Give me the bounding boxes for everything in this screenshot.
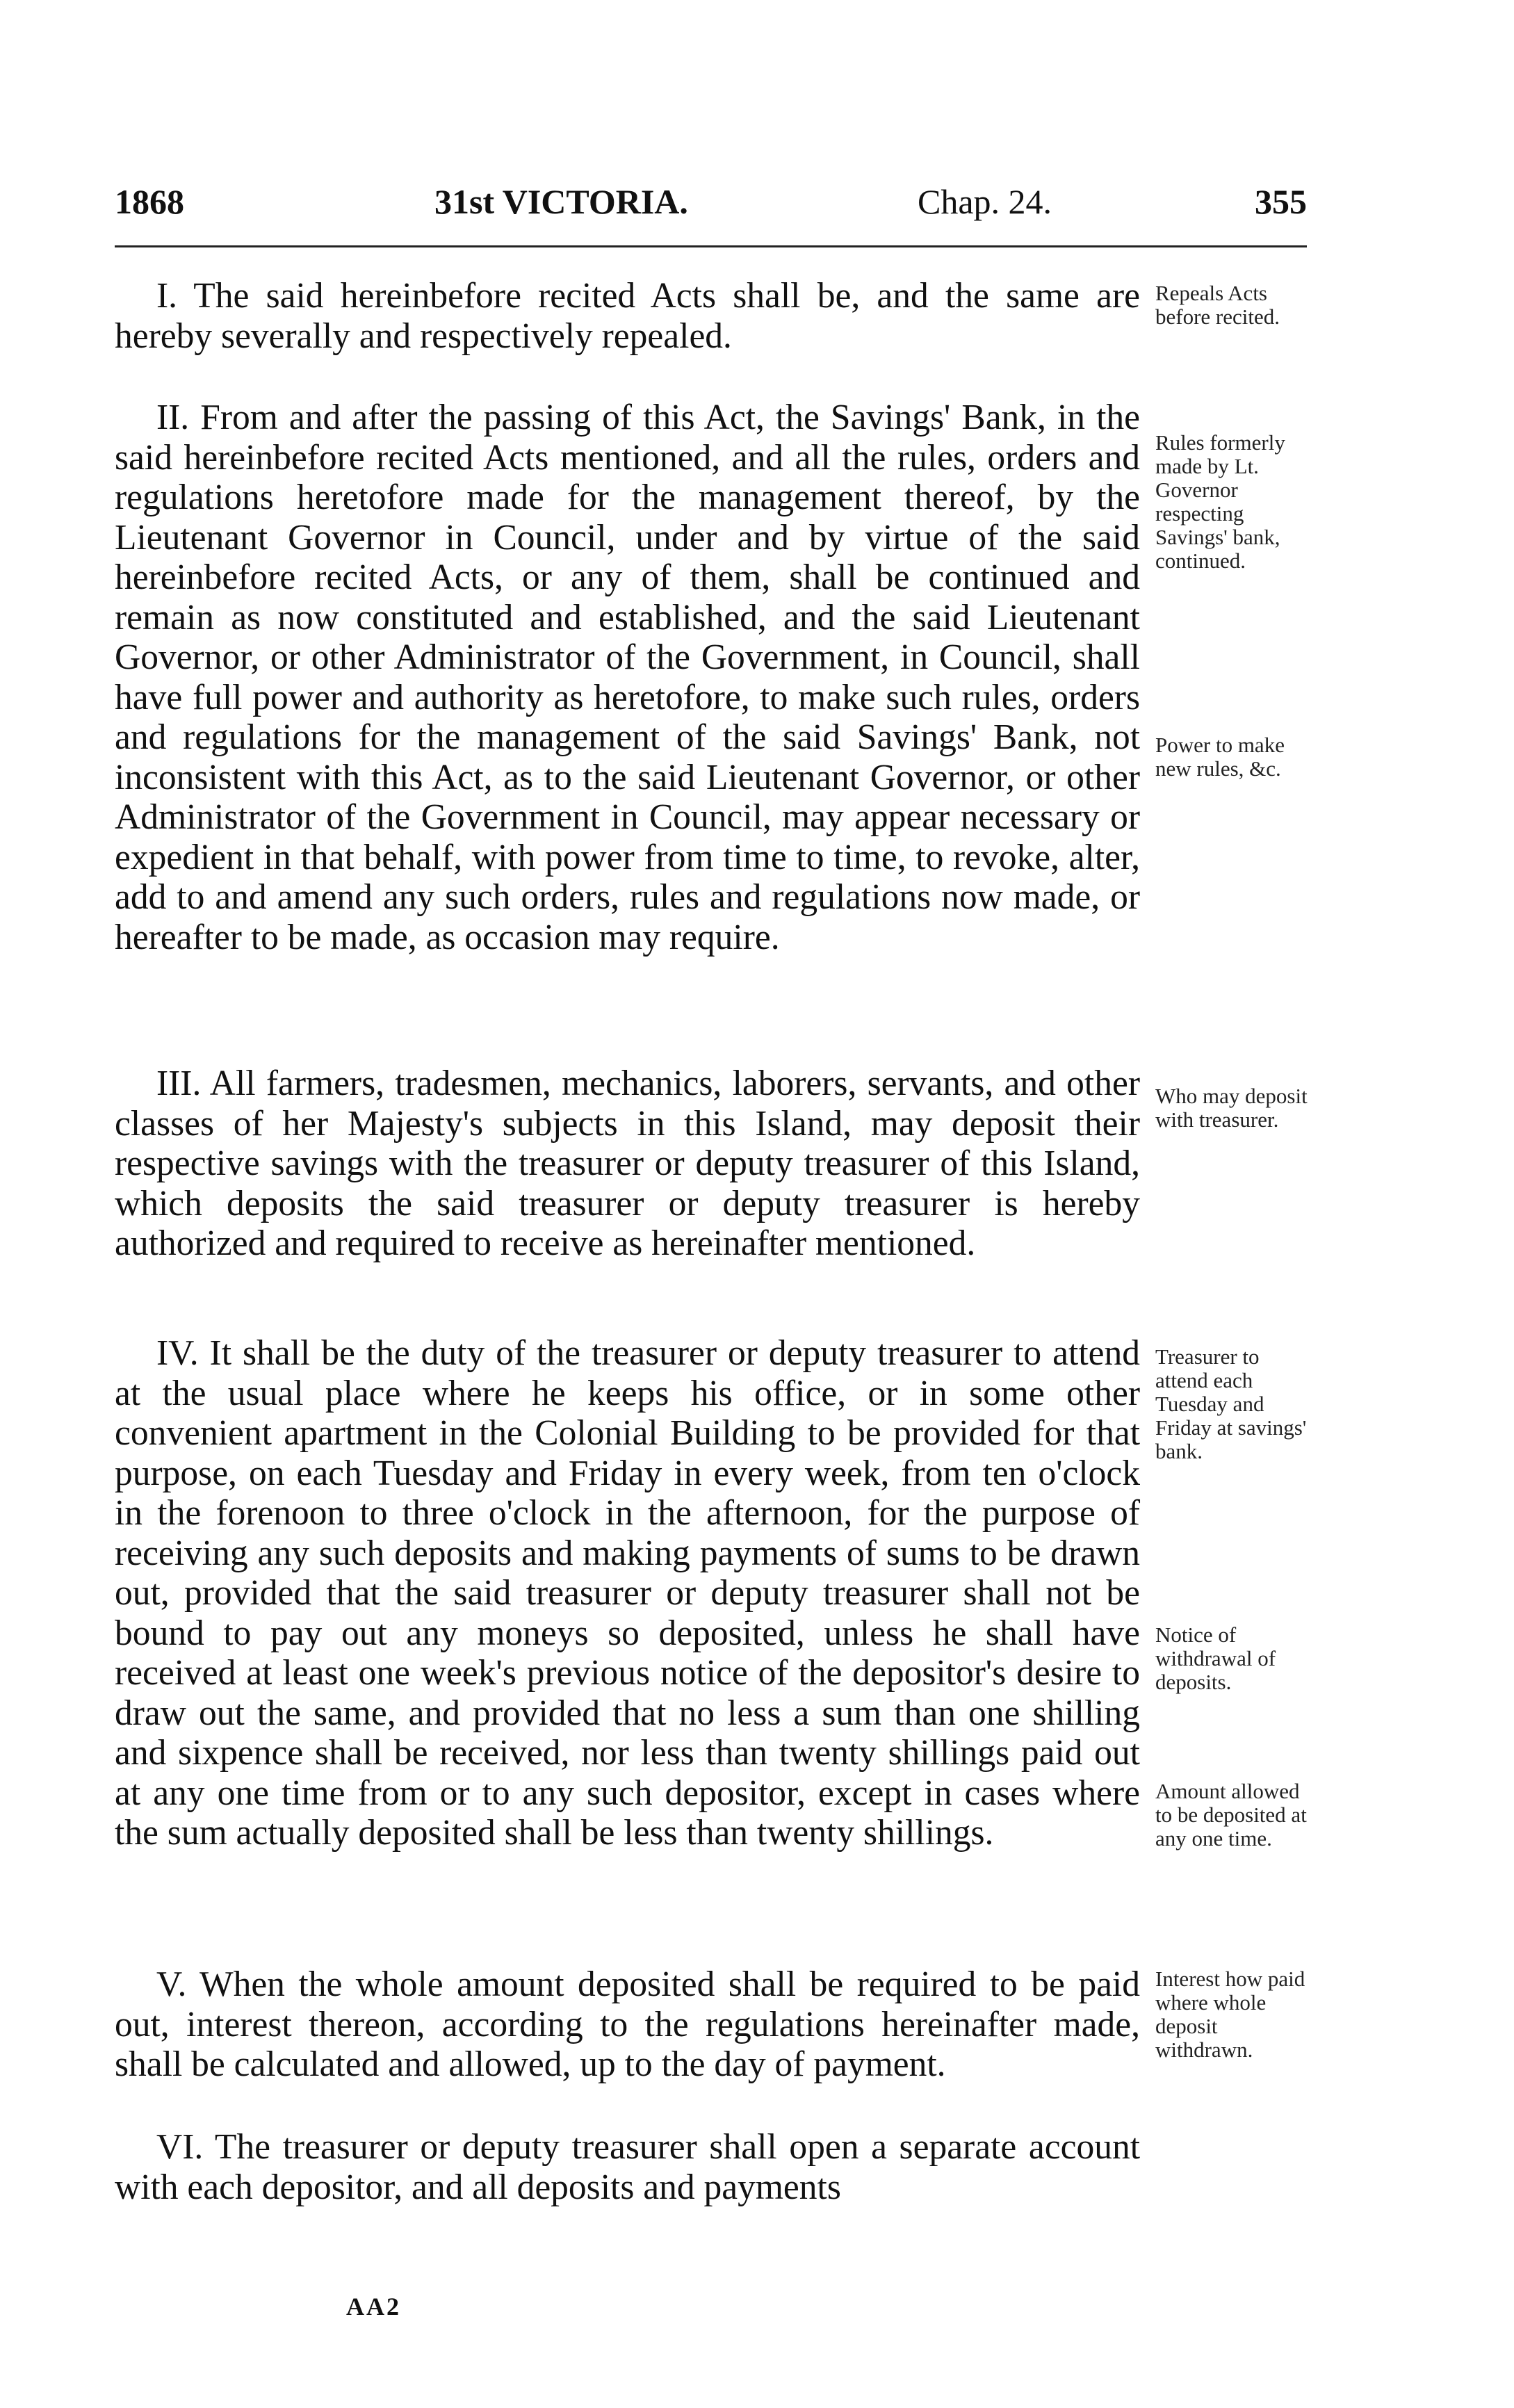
- section-text: II. From and after the passing of this Act, the Savings' Bank, in the said hereinbefore recited Acts mentioned, and all the rules, orders and regulations heretofore made for the management thereof, by the Lieutenant Governor in Council, under and by virtue of the said hereinbefore recited Acts, or any of them, shall be continued and remain as now constituted and established, and the said Lieutenant Governor, or other Administrator of the Government, in Council, shall have full power and authority as heretofore, to make such rules, orders and regulations for the management of the said Savings' Bank, not inconsistent with this Act, as to the said Lieutenant Governor, or other Administrator of the Government in Council, may appear necessary or expedient in that behalf, with power from time to time, to revoke, alter, add to and amend any such orders, rules and regulations now made, or hereafter to be made, as occasion may require.: [115, 398, 1140, 957]
- section-text: I. The said hereinbefore recited Acts shall be, and the same are hereby severally and respectively repealed.: [115, 276, 1140, 356]
- margin-note: Power to make new rules, &c.: [1155, 733, 1285, 781]
- margin-note: Who may deposit with treasurer.: [1155, 1084, 1308, 1132]
- page-header: [115, 174, 1307, 229]
- margin-note: Rules formerly made by Lt. Governor respecting Savings' bank, continued.: [1155, 430, 1285, 573]
- header-chapter: Chap. 24.: [918, 182, 1052, 221]
- section-4: [115, 1333, 1140, 1853]
- header-year: 1868: [115, 182, 184, 221]
- section-6: [115, 2127, 1140, 2207]
- section-text: VI. The treasurer or deputy treasurer shall open a separate account with each depositor, and all deposits and payments: [115, 2127, 1140, 2207]
- section-text: IV. It shall be the duty of the treasurer or deputy treasurer to attend at the usual place where he keeps his office, or in some other convenient apartment in the Colonial Building to be provided for that purpose, on each Tuesday and Friday in every week, from ten o'clock in the forenoon to three o'clock in the afternoon, for the purpose of receiving any such deposits and making payments of sums to be drawn out, provided that the said treasurer or deputy treasurer shall not be bound to pay out any moneys so deposited, unless he shall have received at least one week's previous notice of the depositor's desire to draw out the same, and provided that no less a sum than one shilling and sixpence shall be received, nor less than twenty shillings paid out at any one time from or to any such depositor, except in cases where the sum actually deposited shall be less than twenty shillings.: [115, 1333, 1140, 1853]
- header-rule: [115, 245, 1307, 247]
- section-5: [115, 1964, 1140, 2085]
- margin-note: Notice of withdrawal of deposits.: [1155, 1622, 1276, 1694]
- margin-note: Repeals Acts before recited.: [1155, 281, 1280, 329]
- margin-note: Amount allowed to be deposited at any one time.: [1155, 1779, 1307, 1850]
- header-title: 31st VICTORIA.: [434, 182, 688, 221]
- margin-note: Interest how paid where whole deposit withdrawn.: [1155, 1967, 1305, 2062]
- section-1: [115, 276, 1140, 356]
- section-text: III. All farmers, tradesmen, mechanics, laborers, servants, and other classes of her Majesty's subjects in this Island, may deposit their respective savings with the treasurer or deputy treasurer of this Island, which deposits the said treasurer or deputy treasurer is hereby authorized and required to receive as hereinafter mentioned.: [115, 1064, 1140, 1263]
- margin-note: Treasurer to attend each Tuesday and Friday at savings' bank.: [1155, 1344, 1307, 1463]
- section-3: [115, 1064, 1140, 1264]
- signature-mark: AA2: [346, 2293, 401, 2320]
- header-page-number: 355: [1255, 182, 1307, 221]
- section-text: V. When the whole amount deposited shall be required to be paid out, interest thereon, according to the regulations hereinafter made, shall be calculated and allowed, up to the day of payment.: [115, 1964, 1140, 2084]
- section-2: [115, 398, 1140, 957]
